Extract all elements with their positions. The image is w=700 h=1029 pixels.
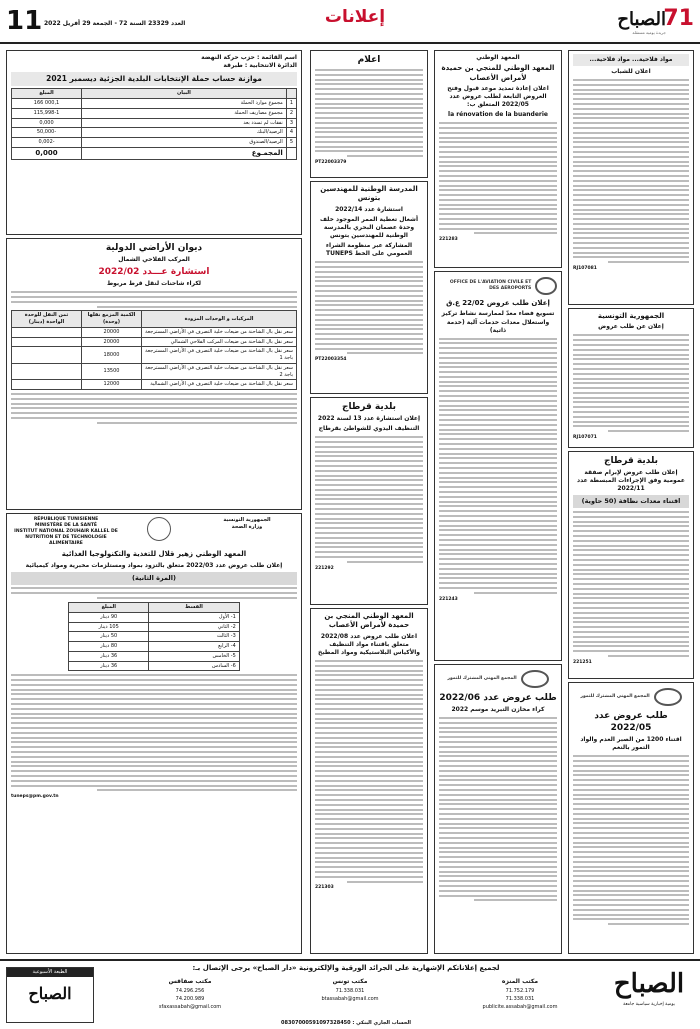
notice-body <box>315 261 423 354</box>
office-phone: 74.296.256 <box>175 987 205 994</box>
notice-ref: 221243 <box>439 596 458 602</box>
logo-name: الصباح <box>617 9 666 30</box>
table-row <box>12 128 297 138</box>
row-lot: 5- الخامس <box>149 651 240 661</box>
notice-body <box>439 338 557 594</box>
table-row <box>12 327 297 337</box>
table-row <box>12 138 297 148</box>
notice-carthage-2 <box>310 397 428 605</box>
org-name: OFFICE DE L'AVIATION CIVILE ET DES AEROPORTS <box>449 279 532 291</box>
footer-logo-tag: يومية إخبارية سياسية جامعة <box>623 1002 675 1008</box>
table-row <box>12 347 297 364</box>
footer-logo-weekly <box>6 967 94 1023</box>
org-name: ديوان الأراضي الدولية <box>105 243 203 253</box>
notice-title: طلب عروض عدد 2022/05 <box>594 711 668 734</box>
institute-fr: INSTITUT NATIONAL ZOUHAIR KALLEL DE NUTRITION ET DE TECHNOLOGIE ALIMENTAIRE <box>14 529 118 547</box>
issue-info: العدد 23329 السنة 72 - الجمعة 29 أفريل 2022 <box>44 20 186 27</box>
notice-ref: 221303 <box>315 885 334 891</box>
office-phone-2: 74.200.989 <box>175 995 205 1002</box>
row-lot: 6- السادس <box>149 661 240 671</box>
notice-land-office <box>6 238 302 510</box>
total-value: 0,000 <box>12 147 82 159</box>
oaca-emblem-icon <box>535 277 557 295</box>
notice-subtitle: لكراء شاحنات لنقل قرط مربوط <box>106 280 202 288</box>
notice-body <box>315 660 423 883</box>
row-idx: 3 <box>286 118 296 128</box>
table-row <box>12 380 297 390</box>
notice-title: المعهد الوطني المنجي بن حميدة لأمراض الأعصاب <box>324 612 414 630</box>
row-amount: 50,000- <box>12 128 82 138</box>
notice-dates-1 <box>568 682 694 954</box>
table-row <box>69 632 240 642</box>
notice-website: tuneps@pm.gov.tn <box>11 794 59 800</box>
th-idx <box>286 89 296 99</box>
page-number: 11 <box>6 6 43 36</box>
office-phone: 71.752.179 <box>505 987 535 994</box>
rep-ar: الجمهورية التونسية <box>223 517 271 523</box>
table-row <box>12 118 297 128</box>
notice-heading: إعلان طلب عروض لإبرام صفقة عمومية وفق الإجراءات المبسطة عدد 2022/11 <box>577 469 685 493</box>
notice-announce <box>310 50 428 178</box>
institute-emblem-icon <box>147 517 171 541</box>
row-idx: 2 <box>286 108 296 118</box>
notice-agri <box>568 50 694 305</box>
notice-sub: أشغال تغطية الممر الموجود خلف وحدة عصمان البحري بالمدرسة الوطنية للمهندسين بتونس <box>320 215 418 240</box>
notice-subtitle: إعلان عن طلب عروض <box>598 323 664 331</box>
org-logo <box>439 275 557 297</box>
notice-enit <box>310 181 428 394</box>
party-label: اسم القائمة : <box>256 54 297 61</box>
th-price: ثمن النقل للوحدة الواحدة (دينار) <box>12 311 82 328</box>
notice-oaca <box>434 271 562 661</box>
notice-carthage-1 <box>568 451 694 679</box>
notice-title: بلدية قرطاج <box>603 456 659 466</box>
row-site: سعر نقل بال الشاحنة من ضيعات المركب الفلاحي الشمالي <box>142 337 297 347</box>
footer-logo-daily <box>604 967 694 1023</box>
notice-title: طلب عروض عدد 2022/06 <box>439 693 557 703</box>
notice-title: بلدية قرطاج <box>341 402 397 412</box>
notice-intro <box>11 587 297 599</box>
notice-body <box>439 717 557 901</box>
table-row <box>12 337 297 347</box>
office-email[interactable]: sfaxassabah@gmail.com <box>158 1003 222 1010</box>
row-qty: 20000 <box>82 337 142 347</box>
district-label: الدائرة الانتخابية : <box>244 62 297 70</box>
row-label: مجموع موارد الحملة <box>82 99 287 109</box>
notice-dates-2 <box>434 664 562 954</box>
logo-number: 71 <box>663 6 694 31</box>
row-price <box>12 327 82 337</box>
notice-heading: إعلان طلب عروض عدد 2022/03 متعلق بالتزود بمواد ومستلزمات مخبرية ومواد كيميائية <box>25 561 283 569</box>
row-price <box>12 337 82 347</box>
notice-title: إعلان طلب عروض 22/02 ع.ق <box>446 299 550 307</box>
notice-sub2: المشاركة عبر منظومة الشراء العمومي على الخط TUNEPS <box>325 242 413 258</box>
th-label: البيان <box>82 89 287 99</box>
notice-fr-title: la rénovation de la buanderie <box>448 111 548 119</box>
section-title: إعلانات <box>324 7 386 27</box>
org-emblem-icon <box>654 688 682 706</box>
notice-body <box>439 122 557 234</box>
row-qty: 20000 <box>82 327 142 337</box>
notice-title: موازنة حساب حملة الإنتخابات البلدية الجزئية ديسمبر 2021 <box>11 72 297 86</box>
row-label: نفقات لم تسدد بعد <box>82 118 287 128</box>
notice-title: الجمهورية التونسية <box>597 312 665 320</box>
notice-body <box>315 69 423 157</box>
row-amount: 80 دينار <box>69 642 149 652</box>
notice-title: اعلام <box>357 55 381 65</box>
row-price <box>12 380 82 390</box>
total-label: المجمـوع <box>82 147 287 159</box>
lots-table <box>68 602 240 671</box>
notice-ref: 221283 <box>439 237 458 243</box>
district-value: طبرقة <box>223 62 243 70</box>
row-label: مجموع مصاريف الحملة <box>82 108 287 118</box>
logo-tagline: جريدة يومية مستقلة <box>632 30 666 35</box>
office-title: مكتب صفاقس <box>168 978 212 985</box>
office-email[interactable]: btassabah@gmail.com <box>321 995 379 1002</box>
notice-ref: RJ107071 <box>573 435 597 441</box>
notice-heading: اعلان طلب عروض عدد 2022/08 متعلق باقتناء مواد التنظيف والأكياس البلاستيكية ومواد المطبخ <box>318 632 420 657</box>
budget-table <box>11 88 297 160</box>
row-label: الرصيد/البنك <box>82 128 287 138</box>
notice-nutrition-institute <box>6 513 302 954</box>
office-title: مكتب المنزه <box>501 978 539 985</box>
notice-ref: 221292 <box>315 565 334 571</box>
footer-headline: لجميع إعلاناتكم الإشهارية على الجرائد الورقية والإلكترونية «دار الصباح» يرجى الإتصال بـ: <box>192 964 500 972</box>
office-fax: 71.338.031 <box>505 995 535 1002</box>
org-name: المعهد الوطني <box>476 54 520 61</box>
notice-band: اقتناء معدات نظافة (50 حاوية) <box>573 495 689 508</box>
row-lot: 4- الرابع <box>149 642 240 652</box>
notice-body <box>573 511 689 657</box>
footer-logo-name: الصباح <box>613 969 685 999</box>
notice-ref: RJ107081 <box>573 266 597 272</box>
office-phone: 71.338.031 <box>335 987 365 994</box>
footer-logo-name: الصباح <box>28 983 72 1003</box>
notice-heading: تسويغ فضاء معدّ لممارسة نشاط تركيز واستغلال معدات خدمات آلية (خدمة ذاتية) <box>441 310 555 334</box>
footer-office-sfax <box>120 977 260 1011</box>
notice-ref: PT22003379 <box>315 160 347 166</box>
notice-heading: إعلان استشارة عدد 13 لسنة 2022 <box>317 415 421 423</box>
row-idx: 4 <box>286 128 296 138</box>
notice-heading: اعلان للشباب <box>611 68 651 76</box>
th-amount: المبلغ <box>12 89 82 99</box>
notice-neuro-2 <box>310 608 428 954</box>
notice-sub: التنظيف اليدوي للشواطئ بقرطاج <box>318 425 420 433</box>
row-price <box>12 363 82 380</box>
page-footer <box>0 959 700 1029</box>
row-price <box>12 347 82 364</box>
notice-neuro-1 <box>434 50 562 268</box>
table-row <box>69 612 240 622</box>
org-logo <box>573 686 689 708</box>
row-qty: 18000 <box>82 347 142 364</box>
party-value: حزب حركة النهضة <box>201 54 255 61</box>
party-info <box>11 54 297 70</box>
notice-campaign-budget <box>6 50 302 235</box>
table-row <box>69 642 240 652</box>
notice-subtitle: اقتناء 1200 من الصبر العدم والواد التمور بالنغم <box>580 736 682 752</box>
footer-logo-tag: الطبعة الأسبوعية <box>7 968 93 977</box>
notice-title: المدرسة الوطنية للمهندسين بتونس <box>320 185 418 203</box>
office-title: مكتب تونس <box>332 978 368 985</box>
table-row <box>69 651 240 661</box>
table-row <box>69 661 240 671</box>
row-lot: 1- الأول <box>149 612 240 622</box>
row-idx: 1 <box>286 99 296 109</box>
row-lot: 3- الثالث <box>149 632 240 642</box>
notice-heading: اعلان إعادة تمديد موعد قبول وفتح العروض التابعة لطلب عروض عدد 2022/05 المتعلق ب: <box>447 84 549 109</box>
row-amount: 90 دينار <box>69 612 149 622</box>
row-amount: 0,002- <box>12 138 82 148</box>
notice-body <box>573 334 689 432</box>
th-lot: القسط <box>149 603 240 613</box>
th-amount: المبلغ <box>69 603 149 613</box>
notice-body <box>11 393 297 424</box>
table-row <box>12 363 297 380</box>
footer-bank-account: 08307000591097328450 : الحساب الجاري البنكي <box>281 1020 411 1027</box>
row-qty: 13500 <box>82 363 142 380</box>
row-amount: 166 000,1 <box>12 99 82 109</box>
table-row <box>12 99 297 109</box>
notice-title: المعهد الوطني زهير قلال للتغذية والتكنولوجيا الغذائية <box>61 550 247 559</box>
org-emblem-icon <box>521 670 549 688</box>
notice-heading: استشارة عدد 2022/14 <box>335 205 403 213</box>
notice-title: المعهد الوطني للمنجي بن حميدة لأمراض الأعصاب <box>441 64 555 82</box>
footer-office-tunis <box>280 977 420 1003</box>
org-name: المجمع المهني المشترك للتمور <box>580 693 650 699</box>
row-amount: 0,000 <box>12 118 82 128</box>
page-header <box>0 0 700 44</box>
transport-table <box>11 310 297 390</box>
notice-subtitle: كراء مخازن التبريد موسم 2022 <box>451 706 545 714</box>
newspaper-logo <box>598 4 694 38</box>
row-amount: 115,998-1 <box>12 108 82 118</box>
row-amount: 36 دينار <box>69 661 149 671</box>
total-idx <box>286 147 296 159</box>
row-amount: 105 دينار <box>69 622 149 632</box>
row-label: الرصيد/الصندوق <box>82 138 287 148</box>
org-name: المجمع المهني المشترك للتمور <box>447 675 517 681</box>
table-row <box>12 108 297 118</box>
row-qty: 12000 <box>82 380 142 390</box>
notice-body <box>573 79 689 263</box>
rep-fr: RÉPUBLIQUE TUNISIENNE <box>33 517 99 522</box>
row-site: سعر نقل بال الشاحنة من ضيعات خلية التصرف في الأراضي المسترجعة <box>142 327 297 337</box>
org-logo <box>439 668 557 690</box>
office-email[interactable]: publicite.assabah@gmail.com <box>482 1003 558 1010</box>
notice-body <box>11 674 297 791</box>
notice-ref: PT22003354 <box>315 357 347 363</box>
table-row <box>69 622 240 632</box>
row-amount: 50 دينار <box>69 632 149 642</box>
row-idx: 5 <box>286 138 296 148</box>
org-name-2: المركب الفلاحي الشمال <box>118 256 190 264</box>
notice-republic <box>568 308 694 448</box>
notice-band: (المرة الثانية) <box>11 572 297 585</box>
th-site: المركبات و الوحدات المزودة <box>142 311 297 328</box>
ministry-ar: وزارة الصحة <box>231 523 263 530</box>
row-site: سعر نقل بال الشاحنة من ضيعات خلية التصرف في الأراضي الشمالية <box>142 380 297 390</box>
th-qty: الكمية المزمع نقلها (وحدة) <box>82 311 142 328</box>
notice-ref: 221251 <box>573 659 592 665</box>
footer-office-menzah <box>450 977 590 1011</box>
ministry-fr: MINISTÈRE DE LA SANTÉ <box>34 523 97 529</box>
row-site: سعر نقل بال الشاحنة من ضيعات خلية التصرف في الأراضي المسترجعة باجة 1 <box>142 347 297 364</box>
row-lot: 2- الثاني <box>149 622 240 632</box>
row-amount: 36 دينار <box>69 651 149 661</box>
notice-body <box>315 436 423 563</box>
notice-intro <box>11 291 297 307</box>
institute-header <box>11 517 297 547</box>
notice-body <box>573 755 689 925</box>
notice-title: مواد فلاحية... مواد فلاحية... <box>573 54 689 66</box>
row-site: سعر نقل بال الشاحنة من ضيعات خلية التصرف في الأراضي المسترجعة باجة 2 <box>142 363 297 380</box>
notice-title: استشارة عـــدد 2022/02 <box>98 267 210 278</box>
